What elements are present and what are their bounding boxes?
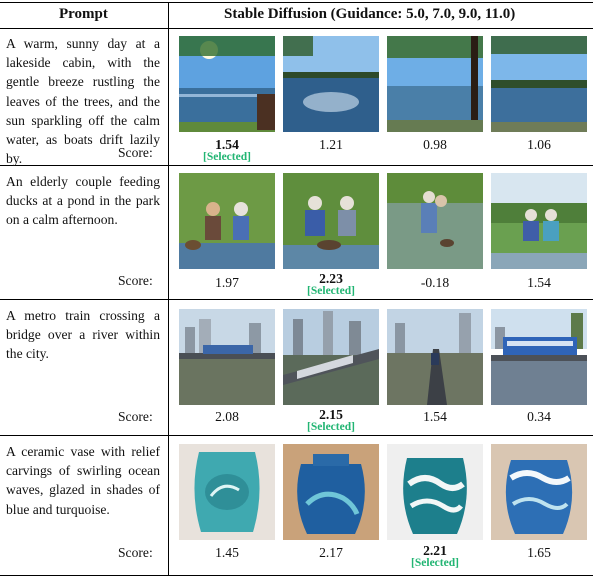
score-label: Score: [118, 409, 153, 424]
generated-image [179, 309, 275, 405]
score-value: 2.15 [319, 407, 343, 422]
score-value: 0.34 [527, 409, 551, 424]
score-value: 2.08 [215, 409, 239, 424]
score-label: Score: [118, 273, 153, 288]
generated-image [491, 309, 587, 405]
score-value: 1.45 [215, 545, 239, 560]
generated-image [387, 173, 483, 269]
score-value: 1.65 [527, 545, 551, 560]
model-header: Stable Diffusion (Guidance: 5.0, 7.0, 9.0, 11.0) [224, 6, 516, 22]
row-divider [0, 435, 593, 436]
score-value: 1.21 [319, 137, 343, 152]
generated-image [179, 36, 275, 132]
prompt-text: A metro train crossing a bridge over a river within the city. [6, 308, 160, 362]
generated-image [283, 309, 379, 405]
score-value: 1.06 [527, 137, 551, 152]
row-divider [0, 299, 593, 300]
selected-badge: [Selected] [411, 557, 459, 569]
score-value: 2.23 [319, 271, 343, 286]
score-value: 1.97 [215, 275, 239, 290]
score-value: 2.21 [423, 543, 447, 558]
generated-image [179, 173, 275, 269]
score-value: 1.54 [215, 137, 239, 152]
generated-image [387, 444, 483, 540]
generated-image [283, 173, 379, 269]
generated-image [283, 36, 379, 132]
generated-image [491, 173, 587, 269]
top-rule [0, 2, 593, 3]
generated-image [283, 444, 379, 540]
selected-badge: [Selected] [307, 421, 355, 433]
generated-image [491, 36, 587, 132]
generated-image [491, 444, 587, 540]
generated-image [387, 36, 483, 132]
score-label: Score: [118, 145, 153, 160]
score-value: 0.98 [423, 137, 447, 152]
header-rule [0, 28, 593, 29]
prompt-text: A warm, sunny day at a lakeside cabin, with the gentle breeze rustling the leaves of the trees, and the sun sparkling off the calm water, as boats drift lazily by. [6, 36, 160, 167]
bottom-rule [0, 575, 593, 576]
prompt-text: An elderly couple feeding ducks at a pond in the park on a calm afternoon. [6, 174, 160, 228]
score-label: Score: [118, 545, 153, 560]
score-value: -0.18 [420, 275, 450, 290]
score-value: 2.17 [319, 545, 343, 560]
selected-badge: [Selected] [203, 151, 251, 163]
generated-image [179, 444, 275, 540]
prompt-header: Prompt [59, 6, 108, 22]
selected-badge: [Selected] [307, 285, 355, 297]
prompt-text: A ceramic vase with relief carvings of swirling ocean waves, glazed in shades of blue and turquoise. [6, 444, 160, 517]
generated-image [387, 309, 483, 405]
score-value: 1.54 [527, 275, 551, 290]
column-divider [168, 2, 169, 576]
score-value: 1.54 [423, 409, 447, 424]
